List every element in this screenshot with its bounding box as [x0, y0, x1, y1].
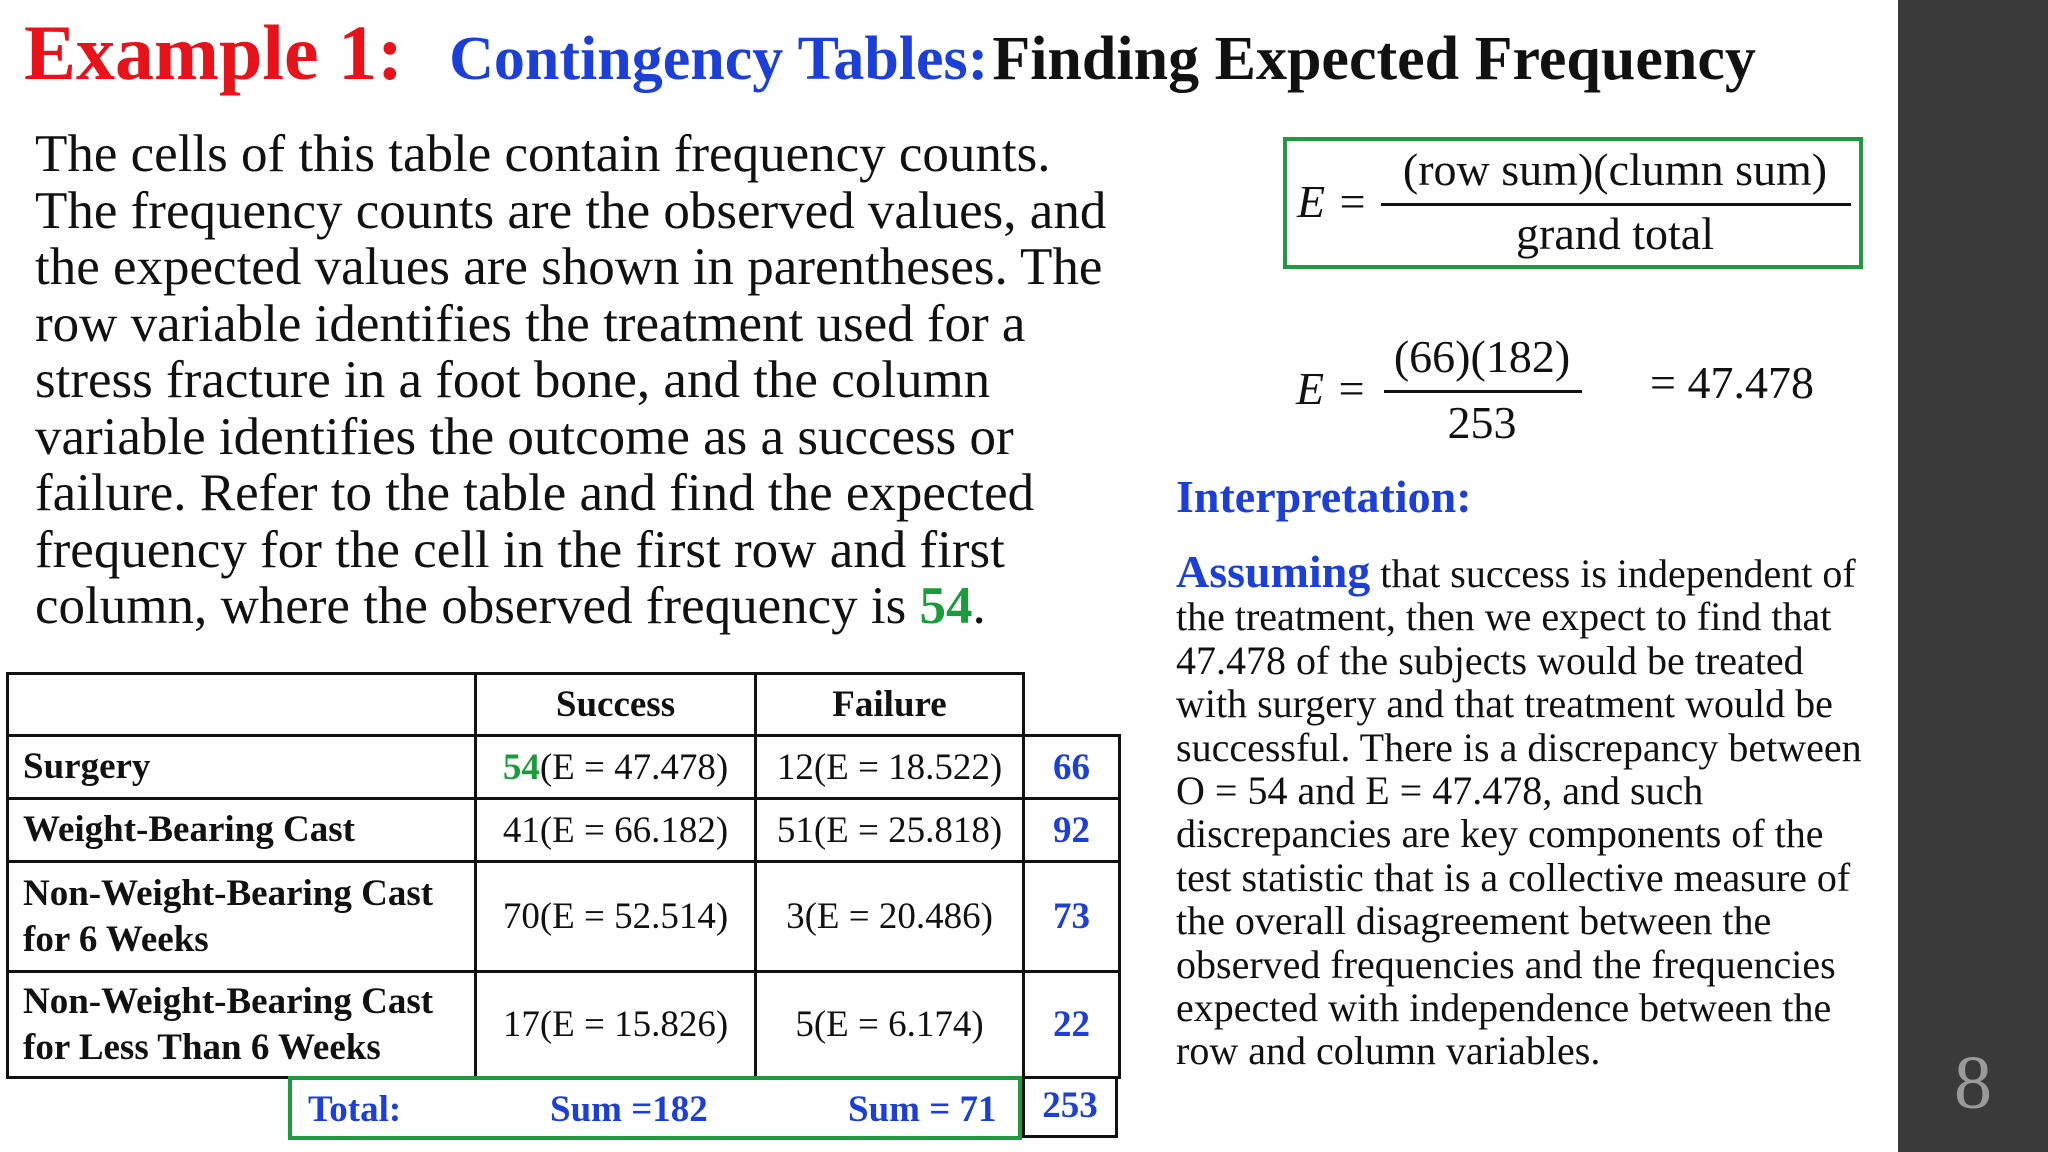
paragraph-line: the expected values are shown in parentheses. The — [35, 238, 1103, 296]
observed-value: 5 — [795, 1004, 814, 1045]
interpretation-lead: Assuming — [1176, 546, 1371, 597]
failure-cell — [756, 862, 1024, 972]
paragraph-line: row variable identifies the treatment used for a — [35, 294, 1026, 353]
observed-value: 17 — [502, 1004, 540, 1045]
paragraph-line: The frequency counts are the observed values, and — [35, 181, 1107, 240]
failure-cell — [756, 972, 1024, 1078]
formula-numerator: (row sum)(clumn sum) — [1402, 144, 1828, 195]
row-label-text: Weight-Bearing Cast — [23, 809, 355, 850]
expected-value: (E = 20.486) — [804, 896, 993, 937]
row-label-text: Non-Weight-Bearing Cast — [23, 980, 434, 1022]
interpretation-text — [1176, 546, 1876, 1074]
paragraph-line: variable identifies the outcome as a success or — [35, 407, 1014, 466]
table-row — [8, 972, 1120, 1078]
expected-value: (E = 66.182) — [539, 809, 729, 851]
expected-frequency-formula-box — [1283, 137, 1863, 269]
table-row — [8, 799, 1120, 862]
row-label — [8, 736, 476, 799]
calc-result: = 47.478 — [1650, 357, 1814, 408]
failure-cell — [756, 736, 1024, 799]
paragraph-line: failure. Refer to the table and find the expected — [35, 464, 1035, 522]
success-cell — [476, 736, 756, 799]
row-label — [8, 862, 476, 972]
paragraph-line: The cells of this table contain frequency counts. — [35, 125, 1051, 183]
success-sum: Sum =182 — [550, 1089, 708, 1130]
expected-value: (E = 6.174) — [813, 1004, 984, 1045]
paragraph-line-last — [35, 578, 1185, 635]
observed-highlight: 54 — [502, 746, 540, 788]
observed-value: 70 — [502, 896, 540, 937]
last-line-period: . — [972, 577, 986, 635]
column-header-failure: Failure — [756, 674, 1024, 736]
interpretation-body: that success is independent of the treatment, then we expect to find that 47.478 of the subjects would be treated with surgery and that treatment would be successful. There is a discrepancy between O = 54 and E = 47.478, and such discrepancies are key components of the test statistic that is a collective measure of the overall disagreement between the observed frequencies and the frequencies expected with independence between the row and column variables. — [1176, 551, 1862, 1074]
slide-title — [24, 8, 1756, 98]
row-sum: 22 — [1024, 972, 1120, 1078]
totals-row-box — [288, 1076, 1022, 1140]
observed-value: 12 — [776, 746, 814, 788]
expected-value: (E = 47.478) — [539, 746, 729, 788]
calc-lhs: E = — [1296, 363, 1367, 414]
expected-value: (E = 15.826) — [539, 1004, 729, 1045]
paragraph-line: stress fracture in a foot bone, and the column — [35, 351, 991, 409]
total-label: Total: — [308, 1089, 402, 1130]
paragraph-line: frequency for the cell in the first row and first — [35, 520, 1005, 579]
calc-numerator: (66)(182) — [1393, 331, 1571, 382]
row-sum-header-empty — [1024, 674, 1120, 736]
title-example: Example 1: — [24, 9, 404, 96]
row-label — [8, 972, 476, 1078]
expected-value: (E = 18.522) — [813, 746, 1003, 788]
table-row — [8, 862, 1120, 972]
success-cell — [476, 972, 756, 1078]
failure-sum: Sum = 71 — [848, 1089, 997, 1130]
last-line-text: column, where the observed frequency is — [35, 577, 920, 635]
row-sum: 73 — [1024, 862, 1120, 972]
expected-value: (E = 25.818) — [813, 809, 1003, 851]
grand-total: 253 — [1022, 1076, 1118, 1138]
success-cell — [476, 862, 756, 972]
expected-value: (E = 52.514) — [539, 896, 729, 937]
row-label — [8, 799, 476, 862]
slide-sidebar — [1898, 0, 2048, 1152]
table-header-row — [8, 674, 1120, 736]
observed-value: 41 — [502, 809, 540, 851]
observed-value-highlight: 54 — [919, 577, 973, 635]
slide-number: 8 — [1954, 1041, 1992, 1125]
formula-fraction-bar — [1381, 203, 1851, 206]
row-sum: 66 — [1024, 736, 1120, 799]
interpretation-heading: Interpretation: — [1176, 471, 1472, 522]
title-topic: Contingency Tables: — [449, 25, 989, 93]
column-header-success: Success — [476, 674, 756, 736]
calc-fraction-bar — [1384, 390, 1582, 393]
formula-denominator: grand total — [1516, 208, 1714, 259]
row-label-text: Surgery — [23, 746, 151, 787]
failure-cell — [756, 799, 1024, 862]
title-subject: Finding Expected Frequency — [992, 25, 1756, 93]
formula-lhs: E = — [1297, 176, 1368, 227]
row-label-text: Non-Weight-Bearing Cast — [23, 872, 434, 914]
observed-value: 3 — [786, 896, 805, 937]
observed-value: 51 — [776, 809, 814, 851]
table-row — [8, 736, 1120, 799]
calc-denominator: 253 — [1447, 397, 1517, 448]
intro-paragraph — [35, 126, 1185, 635]
contingency-table — [6, 672, 1121, 1079]
row-label-text: for Less Than 6 Weeks — [23, 1026, 381, 1068]
success-cell — [476, 799, 756, 862]
table-corner-cell — [8, 674, 476, 736]
row-sum: 92 — [1024, 799, 1120, 862]
row-label-text: for 6 Weeks — [23, 918, 209, 960]
